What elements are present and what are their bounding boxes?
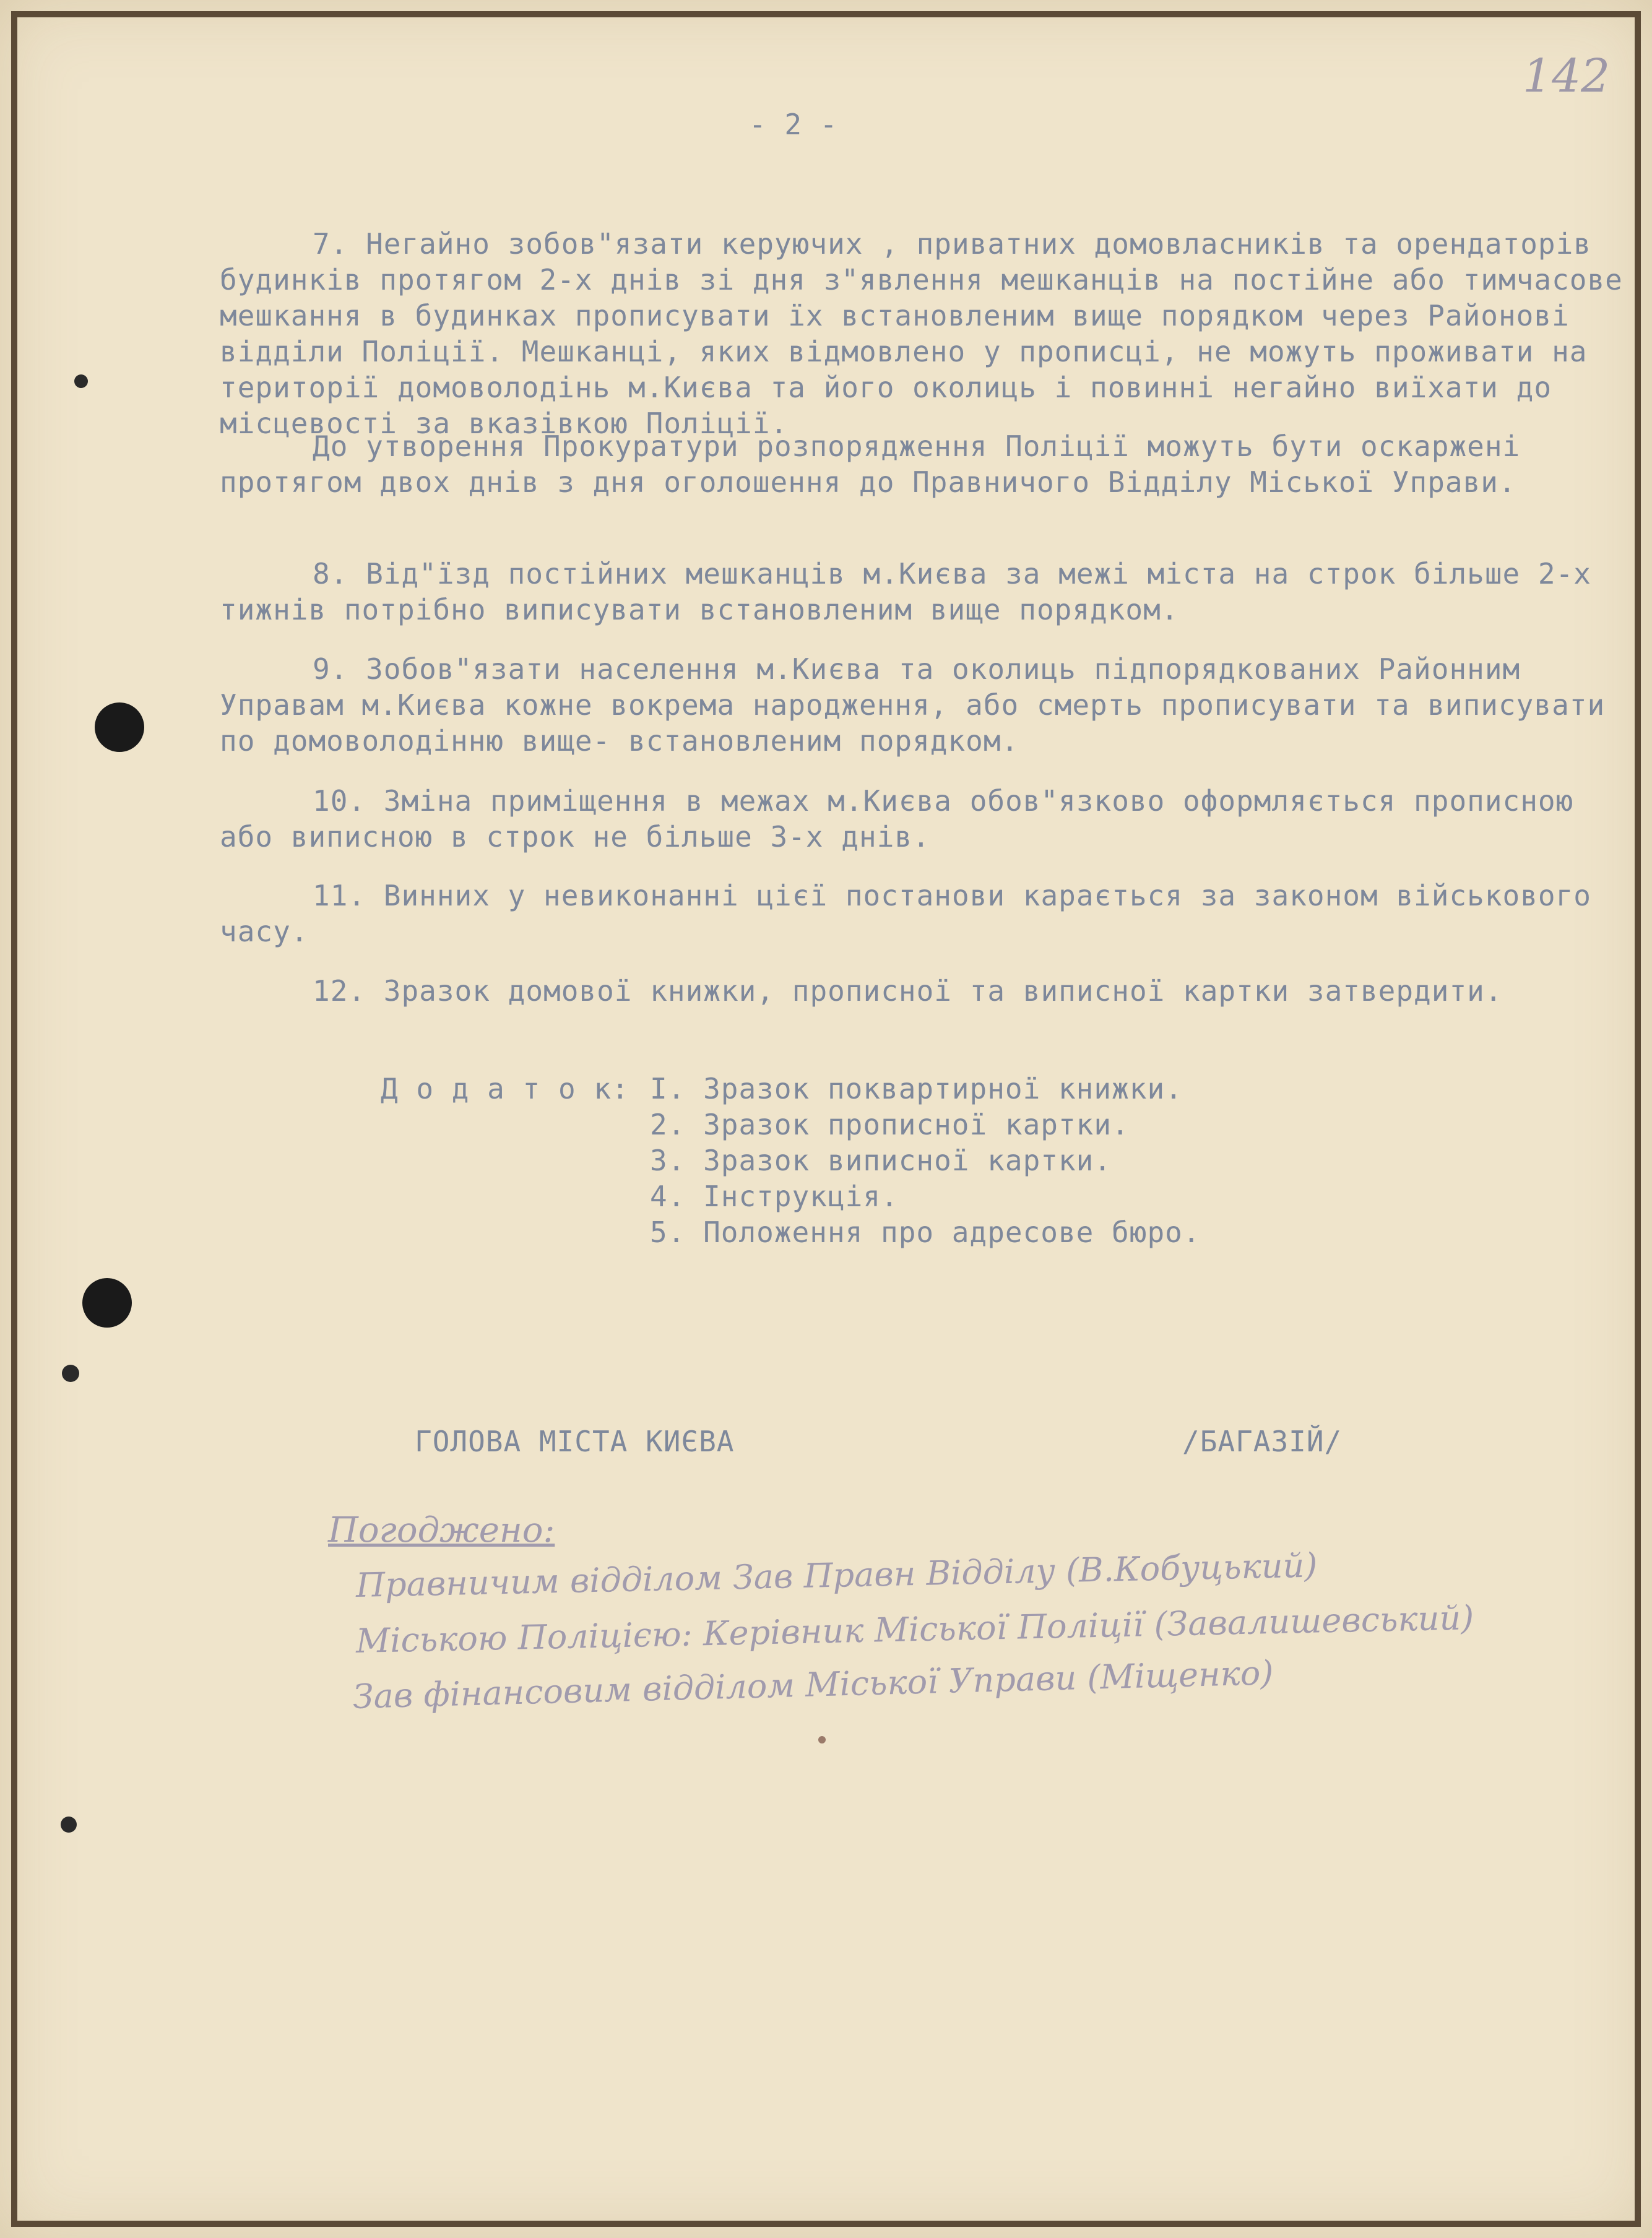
archive-number: 142: [1523, 50, 1611, 103]
paragraph-7-appeal: До утворення Прокуратури розпорядження Поліції можуть бути оскаржені протягом двох днів з дня оголошення до Правничого Відділу Міської Управи.: [220, 430, 1538, 499]
paragraph-12: 12. Зразок домової книжки, прописної та виписної картки затвердити.: [313, 974, 1503, 1008]
appendix-item: 2. Зразок прописної картки.: [650, 1108, 1130, 1141]
paragraph-10: 10. Зміна приміщення в межах м.Києва обов"язково оформляється прописною або виписною в строк не більше 3-х днів.: [220, 784, 1592, 853]
signature-title: ГОЛОВА МІСТА КИЄВА: [415, 1425, 735, 1458]
appendix-list: [650, 1071, 1455, 1250]
paper-speck: [74, 374, 88, 388]
punch-hole-top: [95, 702, 144, 752]
approval-heading: Погоджено:: [328, 1510, 555, 1550]
paragraph-7: 7. Негайно зобов"язати керуючих , приватних домовласників та орендаторів будинків протягом 2-х днів зі дня з"явлення мешканців на постійне або тимчасове мешкання в будинках прописувати їх встановленим вище порядком через Районові відділи Поліції. Мешканці, яких відмовлено у прописці, не можуть проживати на території домоволодінь м.Києва та його околиць і повинні негайно виїхати до місцевості за вказівкою Поліції.: [220, 227, 1641, 440]
appendix-item: I. Зразок поквартирної книжки.: [650, 1072, 1183, 1105]
approval-line: Правничим відділом Зав Правн Відділу (В.Кобуцький): [355, 1545, 1318, 1605]
paper-speck: [818, 1736, 826, 1743]
appendix-label: Д о д а т о к:: [381, 1072, 629, 1105]
paper-speck: [61, 1817, 77, 1833]
paragraph-9: 9. Зобов"язати населення м.Києва та околиць підпорядкованих Районним Управам м.Києва кожне вокрема народження, або смерть прописувати та виписувати по домоволодінню вище- встановленим порядком.: [220, 652, 1623, 758]
approval-line: Міською Поліцією: Керівник Міської Поліції (Завалишевський): [355, 1598, 1474, 1661]
signature-name: /БАГАЗІЙ/: [1182, 1425, 1343, 1458]
paragraph-11: 11. Винних у невиконанні цієї постанови карається за законом військового часу.: [220, 879, 1609, 948]
paper-speck: [62, 1365, 79, 1382]
approval-line: Зав фінансовим відділом Міської Управи (Міщенко): [352, 1653, 1274, 1716]
appendix-item: 3. Зразок виписної картки.: [650, 1144, 1112, 1177]
appendix-item: 5. Положення про адресове бюро.: [650, 1216, 1201, 1249]
page-number: - 2 -: [749, 108, 838, 141]
appendix-item: 4. Інструкція.: [650, 1180, 899, 1213]
paragraph-8: 8. Від"їзд постійних мешканців м.Києва за межі міста на строк більше 2-х тижнів потрібно виписувати встановленим вище порядком.: [220, 557, 1609, 626]
punch-hole-bottom: [82, 1278, 132, 1328]
